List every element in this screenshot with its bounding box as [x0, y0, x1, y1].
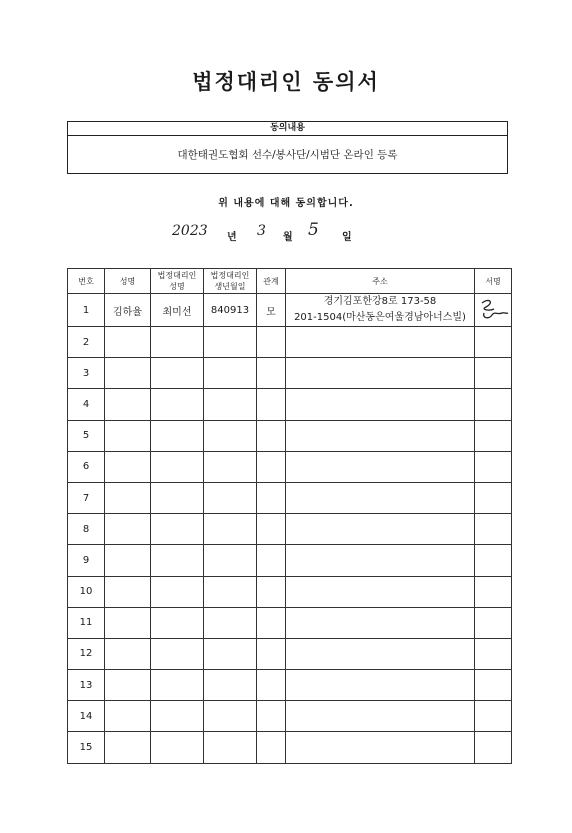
signature-cell: [475, 514, 512, 545]
column-header: 법정대리인 성명: [151, 269, 204, 294]
guardian-name-cell: [151, 358, 204, 389]
table-row: [68, 327, 512, 358]
column-header: 성명: [105, 269, 151, 294]
student-name-cell: [105, 482, 151, 513]
table-row: [68, 701, 512, 732]
student-name-cell: [105, 358, 151, 389]
address-cell: [286, 701, 475, 732]
consent-header: 동의내용: [68, 122, 507, 136]
table-header-row: [68, 269, 512, 294]
consent-body: 대한태권도협회 선수/봉사단/시범단 온라인 등록: [177, 149, 398, 161]
student-name-cell: [105, 576, 151, 607]
relation-cell: [257, 670, 286, 701]
address-cell: [286, 482, 475, 513]
address-cell: [286, 545, 475, 576]
student-name-cell: [105, 514, 151, 545]
row-number-cell: 9: [68, 545, 105, 576]
table-row: [68, 576, 512, 607]
guardian-name-cell: [151, 545, 204, 576]
signature-cell: [475, 482, 512, 513]
guardian-name-cell: [151, 638, 204, 669]
relation-cell: [257, 638, 286, 669]
column-header: 번호: [68, 269, 105, 294]
signature-cell: [475, 545, 512, 576]
row-number-cell: 11: [68, 607, 105, 638]
student-name-cell: [105, 732, 151, 763]
relation-cell: [257, 514, 286, 545]
student-name-cell: [105, 327, 151, 358]
row-number-cell: 3: [68, 358, 105, 389]
guardian-birthdate-cell: [204, 576, 257, 607]
address-cell: [286, 358, 475, 389]
address-cell: [286, 420, 475, 451]
date-month-label: 월: [283, 232, 293, 243]
row-number-cell: 2: [68, 327, 105, 358]
table-row: [68, 638, 512, 669]
date-year-label: 년: [227, 232, 237, 243]
relation-cell: [257, 389, 286, 420]
guardian-birthdate-cell: 840913: [204, 294, 257, 327]
date-month: 3: [257, 223, 266, 239]
guardian-birthdate-cell: [204, 482, 257, 513]
student-name-cell: [105, 638, 151, 669]
document-title: 법정대리인 동의서: [192, 70, 380, 94]
student-name-cell: [105, 451, 151, 482]
row-number-cell: 5: [68, 420, 105, 451]
guardian-name-cell: [151, 482, 204, 513]
address-cell: [286, 327, 475, 358]
guardian-birthdate-cell: [204, 545, 257, 576]
address-cell: [286, 451, 475, 482]
row-number-cell: 6: [68, 451, 105, 482]
student-name-cell: [105, 670, 151, 701]
signature-cell: [475, 701, 512, 732]
signature-cell: [475, 358, 512, 389]
row-number-cell: 8: [68, 514, 105, 545]
table-row: [68, 482, 512, 513]
date-year: 2023: [172, 223, 208, 239]
guardian-table: [67, 268, 512, 764]
guardian-birthdate-cell: [204, 514, 257, 545]
column-header: 법정대리인 생년월일: [204, 269, 257, 294]
table-row: [68, 732, 512, 763]
table-row: [68, 358, 512, 389]
guardian-birthdate-cell: [204, 607, 257, 638]
relation-cell: [257, 420, 286, 451]
relation-cell: [257, 451, 286, 482]
address-line-2: 201-1504(마산동은여울경남아너스빌): [294, 312, 466, 323]
address-cell: [286, 294, 475, 327]
signature-cell: [475, 389, 512, 420]
relation-cell: [257, 327, 286, 358]
guardian-birthdate-cell: [204, 701, 257, 732]
column-header: 관계: [257, 269, 286, 294]
table-row: [68, 670, 512, 701]
column-header: 주소: [286, 269, 475, 294]
relation-cell: [257, 482, 286, 513]
row-number-cell: 14: [68, 701, 105, 732]
guardian-birthdate-cell: [204, 732, 257, 763]
date-row: [0, 222, 572, 244]
date-day: 5: [308, 220, 319, 240]
table-row: [68, 294, 512, 327]
guardian-birthdate-cell: [204, 358, 257, 389]
signature-cell: [475, 576, 512, 607]
student-name-cell: [105, 701, 151, 732]
signature-cell: [475, 732, 512, 763]
student-name-cell: [105, 389, 151, 420]
guardian-birthdate-cell: [204, 327, 257, 358]
guardian-birthdate-cell: [204, 451, 257, 482]
row-number-cell: 4: [68, 389, 105, 420]
signature-cell: [475, 327, 512, 358]
table-row: [68, 607, 512, 638]
guardian-birthdate-cell: [204, 389, 257, 420]
guardian-name-cell: [151, 514, 204, 545]
student-name-cell: [105, 607, 151, 638]
signature-cell: [475, 294, 512, 327]
date-day-label: 일: [342, 232, 352, 243]
address-cell: [286, 732, 475, 763]
consent-box: [67, 121, 508, 174]
guardian-name-cell: [151, 451, 204, 482]
table-row: [68, 545, 512, 576]
guardian-birthdate-cell: [204, 420, 257, 451]
address-cell: [286, 576, 475, 607]
student-name-cell: 김하율: [105, 294, 151, 327]
guardian-name-cell: [151, 607, 204, 638]
signature-cell: [475, 607, 512, 638]
address-cell: [286, 638, 475, 669]
table-row: [68, 420, 512, 451]
row-number-cell: 1: [68, 294, 105, 327]
relation-cell: 모: [257, 294, 286, 327]
table-row: [68, 451, 512, 482]
address-cell: [286, 514, 475, 545]
row-number-cell: 10: [68, 576, 105, 607]
address-cell: [286, 389, 475, 420]
signature-cell: [475, 670, 512, 701]
address-line-1: 경기김포한강8로 173-58: [323, 296, 437, 307]
column-header: 서명: [475, 269, 512, 294]
relation-cell: [257, 732, 286, 763]
guardian-birthdate-cell: [204, 670, 257, 701]
relation-cell: [257, 545, 286, 576]
relation-cell: [257, 358, 286, 389]
table-row: [68, 514, 512, 545]
guardian-name-cell: [151, 701, 204, 732]
guardian-name-cell: [151, 670, 204, 701]
relation-cell: [257, 701, 286, 732]
row-number-cell: 12: [68, 638, 105, 669]
guardian-name-cell: [151, 327, 204, 358]
relation-cell: [257, 576, 286, 607]
signature-icon: [476, 295, 510, 323]
guardian-name-cell: 최미선: [151, 294, 204, 327]
guardian-name-cell: [151, 389, 204, 420]
guardian-birthdate-cell: [204, 638, 257, 669]
agree-statement: 위 내용에 대해 동의합니다.: [218, 198, 354, 209]
address-cell: [286, 670, 475, 701]
guardian-name-cell: [151, 576, 204, 607]
relation-cell: [257, 607, 286, 638]
row-number-cell: 7: [68, 482, 105, 513]
student-name-cell: [105, 420, 151, 451]
address-cell: [286, 607, 475, 638]
guardian-name-cell: [151, 420, 204, 451]
table-row: [68, 389, 512, 420]
row-number-cell: 13: [68, 670, 105, 701]
student-name-cell: [105, 545, 151, 576]
guardian-name-cell: [151, 732, 204, 763]
signature-cell: [475, 420, 512, 451]
signature-cell: [475, 451, 512, 482]
signature-cell: [475, 638, 512, 669]
row-number-cell: 15: [68, 732, 105, 763]
